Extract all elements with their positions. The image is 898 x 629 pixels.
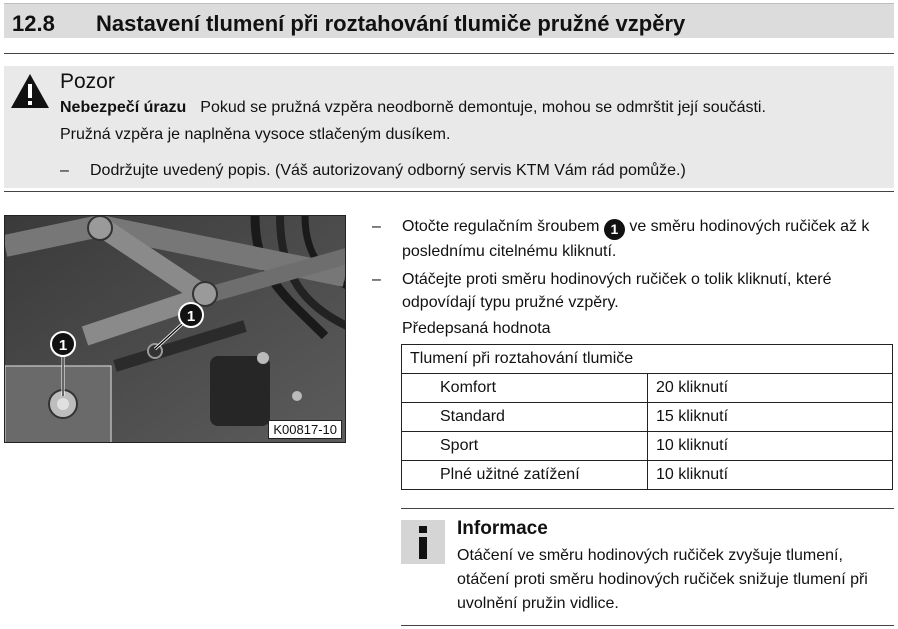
info-text: Otáčení ve směru hodinových ručiček zvyšuje tlumení, otáčení proti směru hodinových ručiček snižuje tlumení při uvolnění pružin vidlice. [457,547,868,612]
callout-badge: 1 [604,219,625,240]
hazard-label: Nebezpečí úrazu [60,99,187,116]
warning-hazard [60,99,766,117]
info-title: Informace [457,518,548,539]
section-title: Nastavení tlumení při roztahování tlumiče pružné vzpěry [96,11,686,36]
warning-title: Pozor [60,70,115,93]
section-number: 12.8 [12,11,55,36]
spec-row-name: Plné užitné zatížení [402,461,648,490]
spec-row-value: 10 kliknutí [648,461,893,490]
step-text-before: Otočte regulačním šroubem [402,218,600,235]
bullet-dash: – [372,218,381,235]
figure-callout-inset: 1 [58,337,68,354]
warning-step-text: Dodržujte uvedený popis. (Váš autorizovaný odborný servis KTM Vám rád pomůže.) [90,162,686,179]
spec-row-value: 10 kliknutí [648,432,893,461]
step-text-after: ve směru hodinových ručiček až k poslednímu citelnému kliknutí. [402,218,870,260]
warning-triangle-icon [10,72,50,110]
info-icon [401,520,445,564]
warning-step [60,162,686,180]
divider [4,191,894,192]
bullet-dash: – [372,271,381,288]
spec-row-name: Komfort [402,374,648,403]
divider [401,625,894,626]
spec-table [401,344,893,490]
step-item [372,215,894,263]
divider [401,508,894,509]
step-item [372,268,894,314]
table-row [402,374,893,403]
warning-detail: Pružná vzpěra je naplněna vysoce stlačeným dusíkem. [60,126,451,143]
spec-row-name: Sport [402,432,648,461]
table-row [402,461,893,490]
spec-row-value: 15 kliknutí [648,403,893,432]
figure-code: K00817-10 [268,420,342,439]
spec-row-name: Standard [402,403,648,432]
hazard-text: Pokud se pružná vzpěra neodborně demontuje, mohou se odmrštit její součásti. [200,99,766,116]
figure-callout-main: 1 [186,308,196,325]
bullet-dash: – [60,162,69,179]
step-text: Otáčejte proti směru hodinových ručiček o tolik kliknutí, které odpovídají typu pružné vzpěry. [402,271,832,311]
table-row [402,432,893,461]
procedure-steps [372,215,894,314]
table-row [402,403,893,432]
spec-label: Předepsaná hodnota [402,320,551,337]
divider [4,53,894,54]
warning-box [4,66,894,188]
section-header [4,3,894,38]
figure-photo [4,215,346,443]
motorcycle-suspension-image [5,216,346,443]
spec-row-value: 20 kliknutí [648,374,893,403]
spec-table-header: Tlumení při roztahování tlumiče [402,345,893,374]
